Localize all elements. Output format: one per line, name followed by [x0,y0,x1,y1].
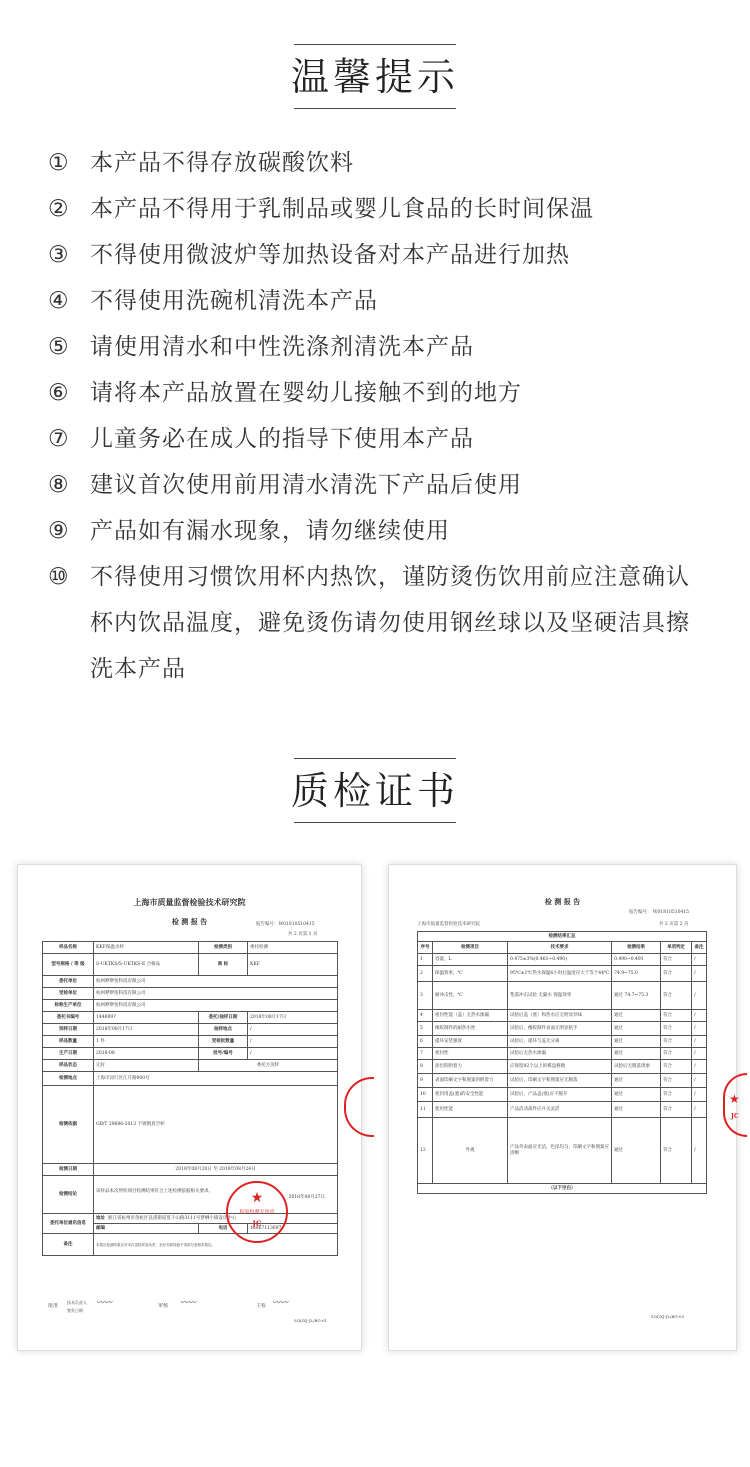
cell: 试验后，橡胶制件表面无明显粘手 [508,1022,612,1036]
cell-value: 2018-08 [94,1048,199,1060]
note-label: 备注 [43,1234,94,1256]
cell: 符合 [661,1118,692,1184]
basis-label: 检测依据 [43,1086,94,1164]
table-row [43,1060,338,1072]
cell: 符合 [661,1048,692,1060]
tips-title: 温馨提示 [290,55,459,99]
report-title: 检 测 报 告 [171,917,208,926]
cell: 表面印刷文字和图案的附着力 [433,1074,508,1088]
inspection-stamp [226,1181,288,1243]
table-row [43,1048,338,1060]
cell: 12 [418,1118,433,1184]
star-icon: ★ [729,1092,740,1106]
conclusion-date: 2018年08月27日 [288,1194,325,1200]
cell: 符合 [661,1036,692,1048]
tip-text: 不得使用习惯饮用杯内热饮，谨防烫伤饮用前应注意确认杯内饮品温度，避免烫伤请勿使用钢丝球以及坚硬洁具擦洗本产品 [90,564,690,682]
tip-item [48,508,708,554]
cell-value: 1 件 [94,1036,199,1048]
cell-label: 受检批数量 [199,1036,248,1048]
page-indicator: 共 2 页第 2 页 [659,922,689,927]
end-marker: （以下空白） [418,1184,707,1194]
cell: / [692,982,707,1010]
table-row [418,1102,707,1118]
tip-text: 本产品不得用于乳制品或婴儿食品的长时间保温 [90,196,594,222]
cell-label: 批号/编号 [199,1048,248,1060]
date-value: 2018年08月20日 至 2018年08月24日 [94,1164,338,1176]
cell: 保温效率，℃ [433,966,508,982]
cell: 符合 [661,966,692,982]
table-row [43,1176,338,1214]
stamp-jc: JC [731,1113,739,1120]
review-label: 审核 [158,1303,169,1309]
title-rule-top [294,44,456,45]
cell: 使用性能 [433,1102,508,1118]
tip-item [48,462,708,508]
cell-value: / [248,1036,338,1048]
tip-text: 本产品不得存放碳酸饮料 [90,150,354,176]
column-header: 序号 [418,942,433,954]
postcode-cell [94,1224,199,1234]
cell: 通过 [612,1118,661,1184]
cell: 符合 [661,1022,692,1036]
cell-label: 型号规格 / 等 级 [43,954,94,976]
tip-item [48,324,708,370]
phone-label: 电话 [199,1224,248,1234]
cell-value: S-UKTKS/S-UKTKS-E 合格品 [94,954,199,976]
main-inspector-label: 主检 [256,1303,267,1309]
table-row [43,1214,338,1224]
addr-label: 地址 [96,1215,105,1221]
tip-item [48,186,708,232]
cell-value: KKF保温水杯 [94,942,199,954]
cell: 试验后，产品盖(塞)应不脱开 [508,1088,612,1102]
cell-value: 完好 [94,1060,199,1072]
tip-number: ④ [48,288,70,314]
cell-value: 2018年08月17日 [94,1024,199,1036]
cell-value: 上海市闵行区江月路900号 [94,1072,338,1086]
table-row [43,988,338,1000]
tip-number: ⑥ [48,380,70,406]
column-header: 单项判定 [661,942,692,954]
tip-text: 建议首次使用前用清水清洗下产品后使用 [90,472,522,498]
cell: 产品活动部件应开关灵活 [508,1102,612,1118]
cell: 符合 [661,1060,692,1074]
cell-label: 样品数量 [43,1036,94,1048]
basis-value: GB/T 29606-2013 不锈钢真空杯 [94,1086,338,1164]
results-table [417,931,707,1194]
cell: 7 [418,1048,433,1060]
cell: 产品外表面应光洁，色泽均匀，印刷文字和图案应清晰 [508,1118,612,1184]
report-title: 检 测 报 告 [544,897,581,906]
cell: 3 [418,982,433,1010]
cell-label: 生产日期 [43,1048,94,1060]
tip-number: ⑧ [48,472,70,498]
cell: 符合 [661,1010,692,1022]
table-row [43,954,338,976]
tip-text: 请将本产品放置在婴幼儿接触不到的地方 [90,380,522,406]
cell: / [692,1036,707,1048]
note-value: 本报告检测结果仅对本次送检样品负责，未经书面同意不得部分复制本报告。 [94,1234,338,1256]
table-row [418,932,707,942]
addr-cell [94,1214,338,1224]
table-header-row [418,942,707,954]
cell: / [692,954,707,966]
cell-label: 商 标 [199,954,248,976]
postcode-label: 邮编 [96,1225,105,1231]
report-number: 报告编号： W01810510415 [629,910,690,915]
main-inspector-signature: 〰〰 [272,1298,288,1307]
cell: 0.490~0.491 [612,954,661,966]
tip-text: 不得使用洗碗机清洗本产品 [90,288,378,314]
table-row [418,1048,707,1060]
tip-item [48,278,708,324]
results-table-title: 检测结果汇总 [418,932,707,942]
cell: / [692,1022,707,1036]
cell: / [692,1118,707,1184]
table-row [43,1012,338,1024]
certificate-page-1 [17,864,362,1351]
cell: 试验后无脱落现象 [612,1060,661,1074]
table-row [418,954,707,966]
cell: 10 [418,1088,433,1102]
tip-item [48,370,708,416]
conclusion-cell [94,1176,338,1214]
cell-value: 2018年08月17日 [248,1012,338,1024]
cell: / [692,966,707,982]
cell: 橡胶制件的耐热水性 [433,1022,508,1036]
cell: 符合 [661,1088,692,1102]
tip-number: ⑦ [48,426,70,452]
cell: 通过 [612,1048,661,1060]
tip-text: 儿童务必在成人的指导下使用本产品 [90,426,474,452]
table-row [43,1234,338,1256]
table-row [43,1024,338,1036]
cell-label: 标称生产单位 [43,1000,94,1012]
cell: 试验后，提环与盖无分离 [508,1036,612,1048]
cell: 通过 [612,1088,661,1102]
table-row [418,1010,707,1022]
cell: 耐冲击性，℃ [433,982,508,1010]
cell: 应保留92个以上的棋盘格数 [508,1060,612,1074]
tip-item [48,232,708,278]
tip-number: ① [48,150,70,176]
column-header: 备注 [692,942,707,954]
cell-value: / [248,1048,338,1060]
contact-label: 委托单位通讯信息 [43,1214,94,1234]
date-label: 检测日期 [43,1164,94,1176]
cell: 提环安装强度 [433,1036,508,1048]
edge-stamp [344,1077,374,1137]
title-rule-bottom [294,108,456,109]
edge-stamp [723,1073,747,1137]
cell-label: 委托单位 [43,976,94,988]
cell: 垫落冲击试验 无漏水 保温效率 [508,982,612,1010]
cell: 9 [418,1074,433,1088]
cell: 通过 [612,1036,661,1048]
cell: / [692,1102,707,1118]
tips-list [48,140,708,692]
table-row [418,1060,707,1074]
cell-label: 检测地点 [43,1072,94,1086]
cell: 2 [418,966,433,982]
cell: 符合 [661,1102,692,1118]
conclusion-label: 检测结论 [43,1176,94,1214]
footer-code: SQI/XJ-JL/BG-01 [294,1318,328,1323]
cell-value: / [248,1024,338,1036]
cell: 95℃±1℃热水保温6小时后温度应大于等于44℃ [508,966,612,982]
star-icon: ★ [250,1190,264,1206]
cell: 4 [418,1010,433,1022]
tip-number: ③ [48,242,70,268]
tip-number: ⑩ [48,564,70,590]
cell: 11 [418,1102,433,1118]
table-row [43,942,338,954]
cell: 试验后，印刷文字和图案应无脱落 [508,1074,612,1088]
cell-label: 委托书编号 [43,1012,94,1024]
cell: 试验后无热水渗漏 [508,1048,612,1060]
cell: / [692,1074,707,1088]
table-row [43,1000,338,1012]
cell: 74.9~75.0 [612,966,661,982]
table-row [43,1036,338,1048]
institute-name: 上海市质量监督检验技术研究院 [133,897,246,907]
column-header: 技术要求 [508,942,612,954]
column-header: 检测结果 [612,942,661,954]
cell-value: KKF [248,954,338,976]
cell-label: 样品状态 [43,1060,94,1072]
report-info-table [42,941,338,1256]
column-header: 检测项目 [433,942,508,954]
table-row [43,1086,338,1164]
cell: 5 [418,1022,433,1036]
table-row [418,982,707,1010]
stamp-jc: JC [252,1219,262,1228]
cell-label: 委托/抽样日期 [199,1012,248,1024]
cell: 8 [418,1060,433,1074]
approve-label: 批准 [48,1303,59,1309]
cell: 1 [418,954,433,966]
cell-value: 1446997 [94,1012,199,1024]
cell-label: 样品名称 [43,942,94,954]
review-signature: 〰〰 [180,1298,196,1307]
cell: / [692,1060,707,1074]
cell: 符合 [661,954,692,966]
cell: / [692,1048,707,1060]
cell: 通过 [612,1102,661,1118]
table-row [418,1022,707,1036]
cell-label: 抽样地点 [199,1024,248,1036]
footer-code: SQI/XJ-JL/BG-03 [651,1314,685,1319]
cell-value: 委托检测 [248,942,338,954]
table-row [43,1164,338,1176]
cell: 容量，L [433,954,508,966]
tips-title-block [0,44,750,110]
cell: / [692,1088,707,1102]
addr-value: 浙江省杭州市余杭区良渚街道莫干山路3111号梦栖小镇设计中心 [107,1215,237,1221]
cell: 试验后盖（塞）和热水应无明显异味 [508,1010,612,1022]
tip-text: 不得使用微波炉等加热设备对本产品进行加热 [90,242,570,268]
tip-item [48,140,708,186]
cell-value: 杭州咿咿鱼科技有限公司 [94,1000,338,1012]
cell-value: 杭州咿咿鱼科技有限公司 [94,988,338,1000]
cell: 符合 [661,1074,692,1088]
stamp-text: 检验检测专用章 [239,1209,275,1215]
table-row [418,1036,707,1048]
tip-number: ⑨ [48,518,70,544]
cert-title-block [0,758,750,824]
cell: 涂层的附着力 [433,1060,508,1074]
approve-role: 技术负责人 [67,1300,87,1305]
tip-number: ② [48,196,70,222]
cell: 通过 [612,1022,661,1036]
cell: / [692,1010,707,1022]
cell: 通过 74.7~75.3 [612,982,661,1010]
cell-label: 受检单位 [43,988,94,1000]
cell: 密封用盖(塞)的安全性能 [433,1088,508,1102]
table-row [418,1074,707,1088]
cert-title: 质检证书 [290,769,459,813]
conclusion-value: 该样品本次所检项目检测结果符合上述检测依据相关要求。 [96,1188,213,1194]
phone-value: 15867113697 [248,1224,338,1234]
cell: 0.475±3%(0.461~0.490) [508,954,612,966]
page-indicator: 共 2 页第 1 页 [288,932,318,937]
approve-signature: 〰〰 [96,1298,112,1307]
report-number: 报告编号：W01810510415 [256,922,315,927]
cell: 外观 [433,1118,508,1184]
cell-value: 委托方送样 [199,1060,338,1072]
cell-label: 到样日期 [43,1024,94,1036]
table-row [418,966,707,982]
cell: 通过 [612,1010,661,1022]
cell: 符合 [661,982,692,1010]
tip-number: ⑤ [48,334,70,360]
tip-item [48,554,708,692]
cell-label: 检测类别 [199,942,248,954]
table-row [418,1184,707,1194]
table-row [418,1118,707,1184]
title-rule-top [294,758,456,759]
table-row [43,976,338,988]
institute-name: 上海市质量监督检验技术研究院 [417,922,480,927]
certificate-page-2 [388,864,740,1351]
cell: 6 [418,1036,433,1048]
tip-item [48,416,708,462]
cell: 密封性能（盖）无热水渗漏 [433,1010,508,1022]
tip-text: 请使用清水和中性洗涤剂清洗本产品 [90,334,474,360]
cell: 密封性 [433,1048,508,1060]
copy-label: 签发日期 [67,1308,83,1313]
cell-value: 杭州咿咿鱼科技有限公司 [94,976,338,988]
title-rule-bottom [294,822,456,823]
cell: 通过 [612,1074,661,1088]
tip-text: 产品如有漏水现象，请勿继续使用 [90,518,450,544]
table-row [43,1072,338,1086]
table-row [418,1088,707,1102]
